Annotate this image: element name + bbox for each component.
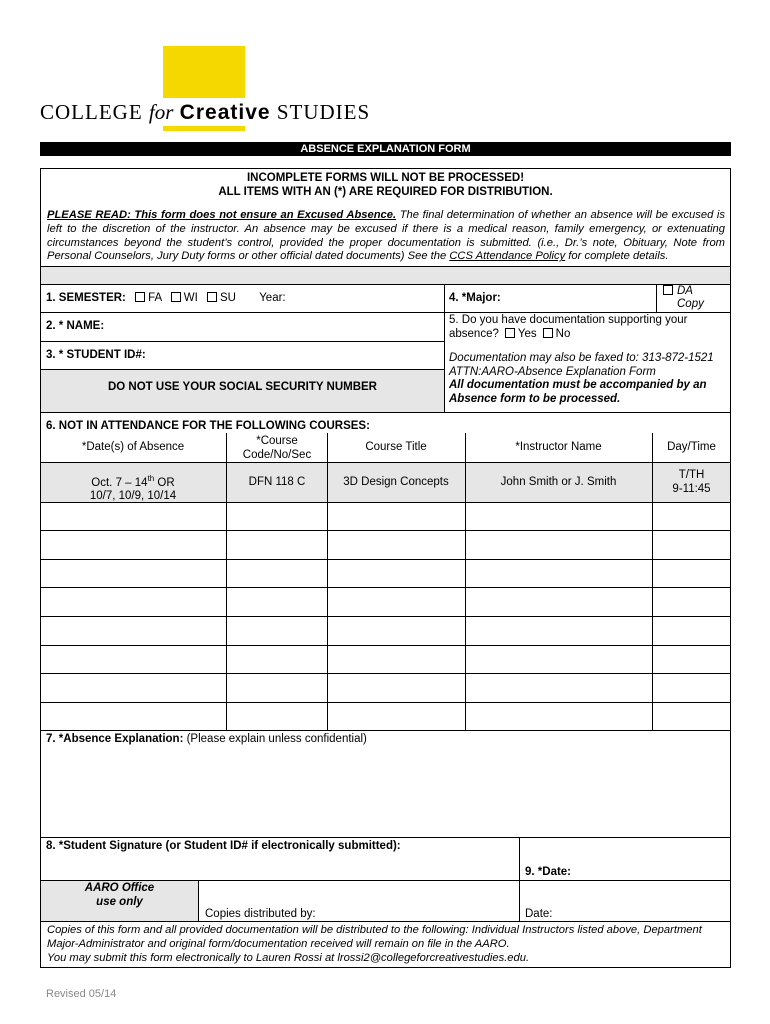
copies-distributed-label: Copies distributed by: bbox=[205, 908, 316, 920]
table-row[interactable] bbox=[40, 673, 731, 674]
explanation-input[interactable] bbox=[41, 750, 730, 836]
da-copy-field: DA Copy bbox=[663, 285, 704, 311]
documentation-question: 5. Do you have documentation supporting your absence? Yes No bbox=[449, 314, 688, 340]
doc-no-checkbox[interactable] bbox=[543, 328, 553, 338]
table-row[interactable] bbox=[40, 587, 731, 588]
col-header-instructor: *Instructor Name bbox=[515, 441, 602, 453]
table-row[interactable] bbox=[40, 530, 731, 531]
aaro-office-label: AARO Office use only bbox=[84, 882, 155, 908]
example-title: 3D Design Concepts bbox=[343, 476, 449, 488]
divider bbox=[40, 284, 731, 285]
divider bbox=[40, 412, 731, 413]
example-daytime: T/TH 9-11:45 bbox=[672, 469, 711, 495]
divider bbox=[656, 284, 657, 312]
table-row[interactable] bbox=[40, 559, 731, 560]
college-logo: COLLEGE for Creative STUDIES bbox=[40, 100, 371, 124]
courses-heading: 6. NOT IN ATTENDANCE FOR THE FOLLOWING COURSES: bbox=[46, 420, 370, 432]
student-id-label: 3. * STUDENT ID#: bbox=[46, 349, 146, 361]
signature-input[interactable] bbox=[41, 856, 519, 880]
divider bbox=[198, 880, 199, 921]
example-code: DFN 118 C bbox=[248, 476, 306, 488]
col-header-code: *Course Code/No/Sec bbox=[242, 435, 312, 461]
warning-line1: INCOMPLETE FORMS WILL NOT BE PROCESSED! bbox=[246, 172, 525, 184]
divider bbox=[519, 837, 520, 921]
example-date: Oct. 7 – 14th OR 10/7, 10/9, 10/14 bbox=[89, 474, 177, 502]
divider bbox=[40, 921, 731, 922]
please-read-notice: PLEASE READ: This form does not ensure an Excused Absence. The final determination of whether an absence will be excused is left to the discretion of the instructor. An absence may be excused if there is a medical reason, family emergency, or extenuating circumstances beyond the student’s control, provided the proper documentation is submitted. (i.e., Dr.’s note, Obituary, Note from Personal Counselors, Jury Duty forms or other official dated documents) See the CCS Attendance Policy for complete details. bbox=[47, 209, 725, 263]
attendance-policy-link[interactable]: CCS Attendance Policy bbox=[449, 250, 566, 263]
doc-yes-checkbox[interactable] bbox=[505, 328, 515, 338]
revised-date: Revised 05/14 bbox=[46, 988, 117, 1000]
table-row[interactable] bbox=[40, 645, 731, 646]
semester-field: 1. SEMESTER: FA WI SU Year: bbox=[46, 292, 286, 304]
name-label: 2. * NAME: bbox=[46, 320, 105, 332]
divider bbox=[40, 502, 731, 503]
semester-su-checkbox[interactable] bbox=[207, 292, 217, 302]
example-instructor: John Smith or J. Smith bbox=[500, 476, 617, 488]
table-row[interactable] bbox=[40, 702, 731, 703]
divider bbox=[40, 266, 731, 267]
spacer-band bbox=[41, 267, 730, 284]
form-title: ABSENCE EXPLANATION FORM bbox=[40, 142, 731, 156]
office-date-label: Date: bbox=[525, 908, 553, 920]
col-header-daytime: Day/Time bbox=[667, 441, 716, 453]
signature-label: 8. *Student Signature (or Student ID# if electronically submitted): bbox=[46, 840, 401, 852]
semester-wi-checkbox[interactable] bbox=[171, 292, 181, 302]
da-checkbox[interactable] bbox=[663, 285, 673, 295]
col-header-date: *Date(s) of Absence bbox=[81, 441, 185, 453]
ssn-warning: DO NOT USE YOUR SOCIAL SECURITY NUMBER bbox=[107, 381, 377, 393]
col-header-title: Course Title bbox=[365, 441, 427, 453]
divider bbox=[40, 730, 731, 731]
table-row[interactable] bbox=[40, 616, 731, 617]
major-label: 4. *Major: bbox=[449, 292, 501, 304]
divider bbox=[444, 284, 445, 412]
divider bbox=[40, 341, 445, 342]
warning-line2: ALL ITEMS WITH AN (*) ARE REQUIRED FOR DISTRIBUTION. bbox=[218, 186, 553, 198]
distribution-note: Copies of this form and all provided documentation will be distributed to the following: Individual Instructors listed above, Department Major-Administrator and original form/documentation received will remain on file in the AARO. You may submit this form electronically to Lauren Rossi at lrossi2@collegeforcreativestudies.edu. bbox=[47, 924, 702, 964]
divider bbox=[40, 837, 731, 838]
date-label: 9. *Date: bbox=[525, 866, 572, 878]
fax-info: Documentation may also be faxed to: 313-872-1521 ATTN:AARO-Absence Explanation Form All documentation must be accompanied by an Absence form to be processed. bbox=[449, 352, 714, 405]
semester-fa-checkbox[interactable] bbox=[135, 292, 145, 302]
warning-block bbox=[40, 171, 731, 199]
explanation-label: 7. *Absence Explanation: (Please explain unless confidential) bbox=[46, 733, 367, 745]
